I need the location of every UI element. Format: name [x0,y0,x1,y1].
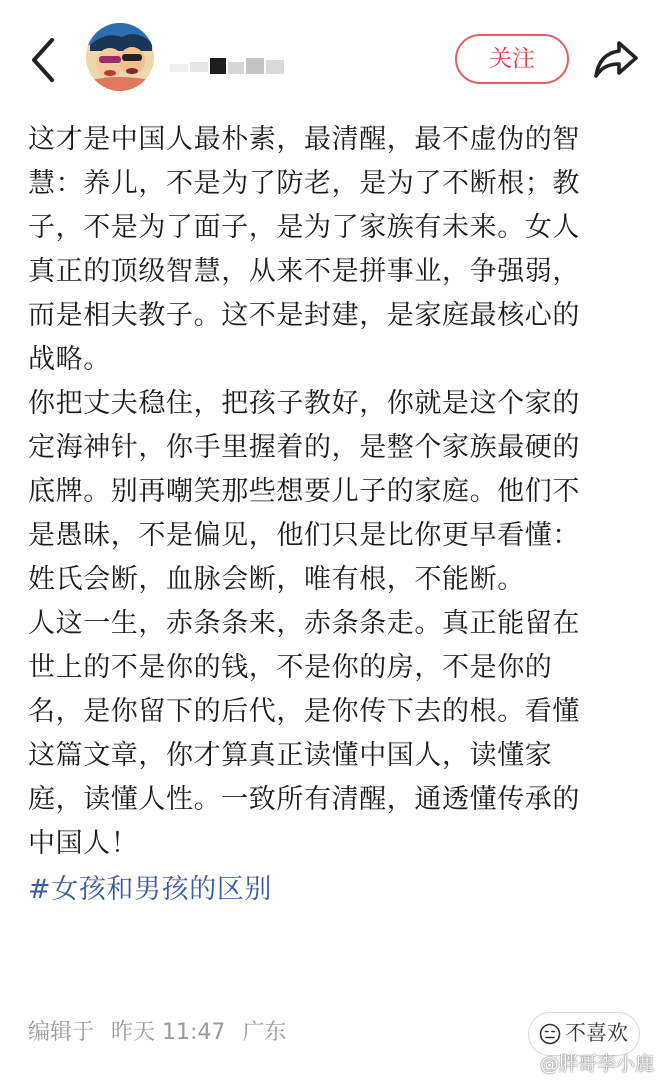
text-line: 战略。 [28,344,111,375]
edit-label: 编辑于 [28,1020,95,1045]
text-line: 定海神针，你手里握着的，是整个家族最硬的 [28,432,580,463]
username-pixelated [166,56,296,78]
text-line: 你把丈夫稳住，把孩子教好，你就是这个家的 [28,388,580,419]
text-line: 庭，读懂人性。一致所有清醒，通透懂传承的 [28,784,580,815]
username[interactable] [166,50,296,80]
dislike-label: 不喜欢 [565,1021,628,1045]
post-location: 广东 [242,1020,287,1045]
top-bar [0,0,668,118]
paragraph-1 [28,118,640,382]
text-line: 这才是中国人最朴素，最清醒，最不虚伪的智 [28,124,580,155]
text-line: 是愚昧，不是偏见，他们只是比你更早看懂： [28,520,580,551]
text-line: 慧：养儿，不是为了防老，是为了不断根；教 [28,168,580,199]
text-line: 底牌。别再嘲笑那些想要儿子的家庭。他们不 [28,476,580,507]
post-content [28,118,640,912]
post-meta [28,1018,296,1048]
hashtag-link[interactable]: #女孩和男孩的区别 [28,874,273,905]
share-button[interactable] [592,38,640,82]
text-line: 而是相夫教子。这不是封建，是家庭最核心的 [28,300,580,331]
post-time: 昨天 11:47 [111,1020,226,1045]
chevron-left-icon [22,36,66,84]
avatar-image [86,23,154,91]
dislike-button[interactable] [528,1012,640,1056]
text-line: 世上的不是你的钱，不是你的房，不是你的 [28,652,553,683]
paragraph-2 [28,382,640,602]
text-line: 名，是你留下的后代，是你传下去的根。看懂 [28,696,580,727]
back-button[interactable] [22,36,66,84]
avatar[interactable] [86,23,154,91]
watermark: @胖哥李小鹿 [540,1053,655,1075]
text-line: 这篇文章，你才算真正读懂中国人，读懂家 [28,740,553,771]
paragraph-3 [28,602,640,866]
text-line: 人这一生，赤条条来，赤条条走。真正能留在 [28,608,580,639]
follow-button[interactable]: 关注 [455,34,569,84]
text-line: 中国人！ [28,828,139,859]
text-line: 姓氏会断，血脉会断，唯有根，不能断。 [28,564,525,595]
frown-face-icon [539,1023,561,1045]
text-line: 子，不是为了面子，是为了家族有未来。女人 [28,212,580,243]
text-line: 真正的顶级智慧，从来不是拼事业，争强弱， [28,256,580,287]
share-arrow-icon [592,38,640,82]
